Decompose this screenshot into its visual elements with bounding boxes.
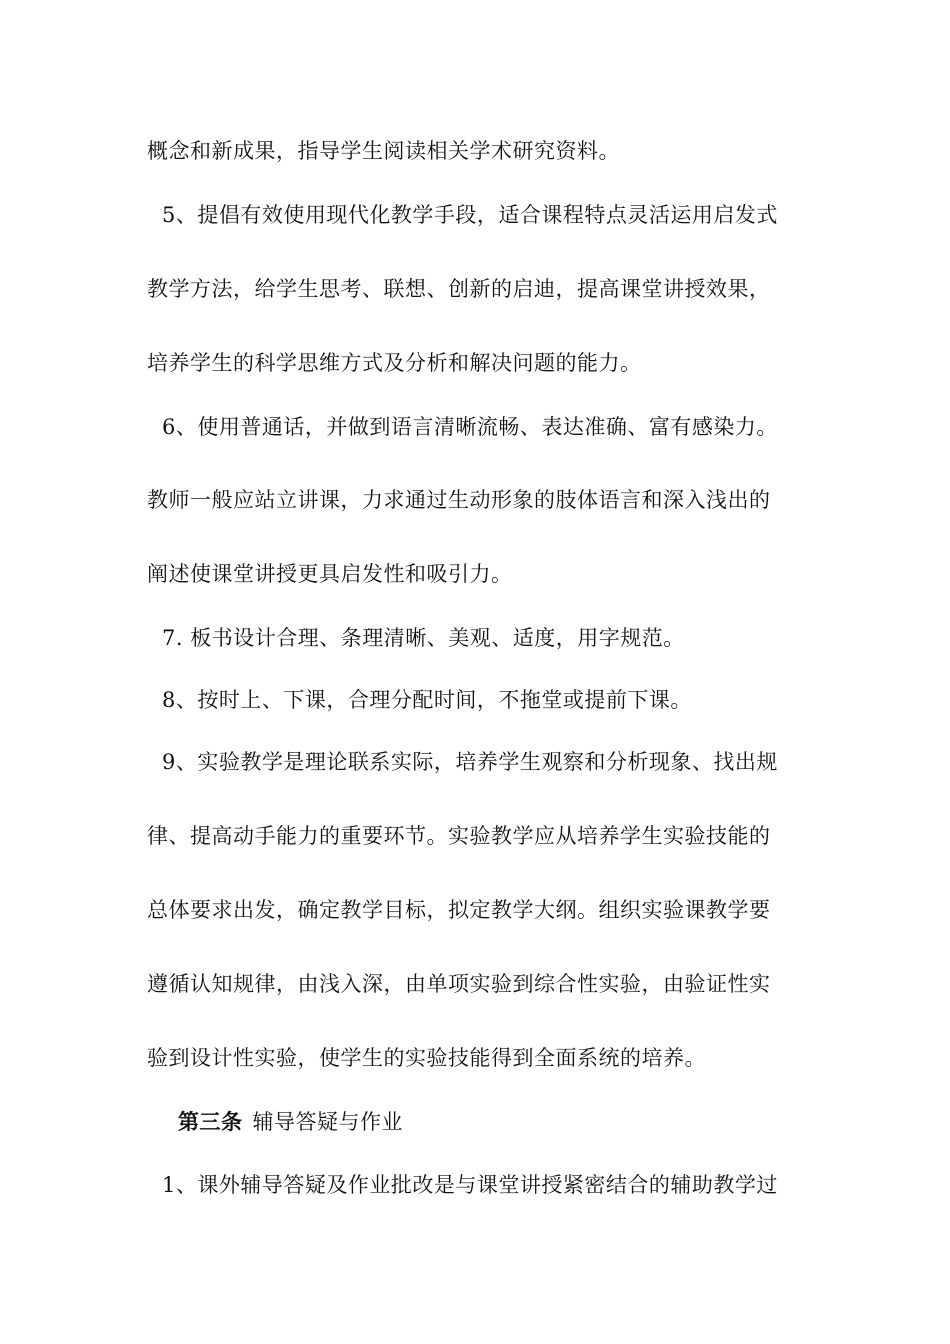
paragraph-line: 培养学生的科学思维方式及分析和解决问题的能力。 <box>147 351 642 375</box>
paragraph-line: 律、提高动手能力的重要环节。实验教学应从培养学生实验技能的 <box>147 824 771 848</box>
paragraph-line: 9、实验教学是理论联系实际，培养学生观察和分析现象、找出规 <box>162 750 778 774</box>
section-heading-label: 第三条 <box>178 1109 243 1134</box>
paragraph-line: 验到设计性实验，使学生的实验技能得到全面系统的培养。 <box>147 1046 706 1070</box>
paragraph-line: 遵循认知规律，由浅入深，由单项实验到综合性实验，由验证性实 <box>147 972 771 996</box>
paragraph-line: 教师一般应站立讲课，力求通过生动形象的肢体语言和深入浅出的 <box>147 488 771 512</box>
paragraph-line: 1、课外辅导答疑及作业批改是与课堂讲授紧密结合的辅助教学过 <box>162 1173 778 1197</box>
paragraph-line: 概念和新成果，指导学生阅读相关学术研究资料。 <box>147 139 620 163</box>
paragraph-line: 教学方法，给学生思考、联想、创新的启迪，提高课堂讲授效果， <box>147 277 771 301</box>
paragraph-line: 5、提倡有效使用现代化教学手段，适合课程特点灵活运用启发式 <box>162 203 778 227</box>
section-heading <box>178 1111 403 1133</box>
paragraph-line: 总体要求出发，确定教学目标，拟定教学大纲。组织实验课教学要 <box>147 898 771 922</box>
paragraph-line: 7. 板书设计合理、条理清晰、美观、适度，用字规范。 <box>162 626 685 650</box>
section-heading-title: 辅导答疑与作业 <box>252 1110 403 1134</box>
paragraph-line: 阐述使课堂讲授更具启发性和吸引力。 <box>147 562 513 586</box>
paragraph-line: 8、按时上、下课，合理分配时间，不拖堂或提前下课。 <box>162 688 692 712</box>
paragraph-line: 6、使用普通话，并做到语言清晰流畅、表达准确、富有感染力。 <box>162 415 778 439</box>
